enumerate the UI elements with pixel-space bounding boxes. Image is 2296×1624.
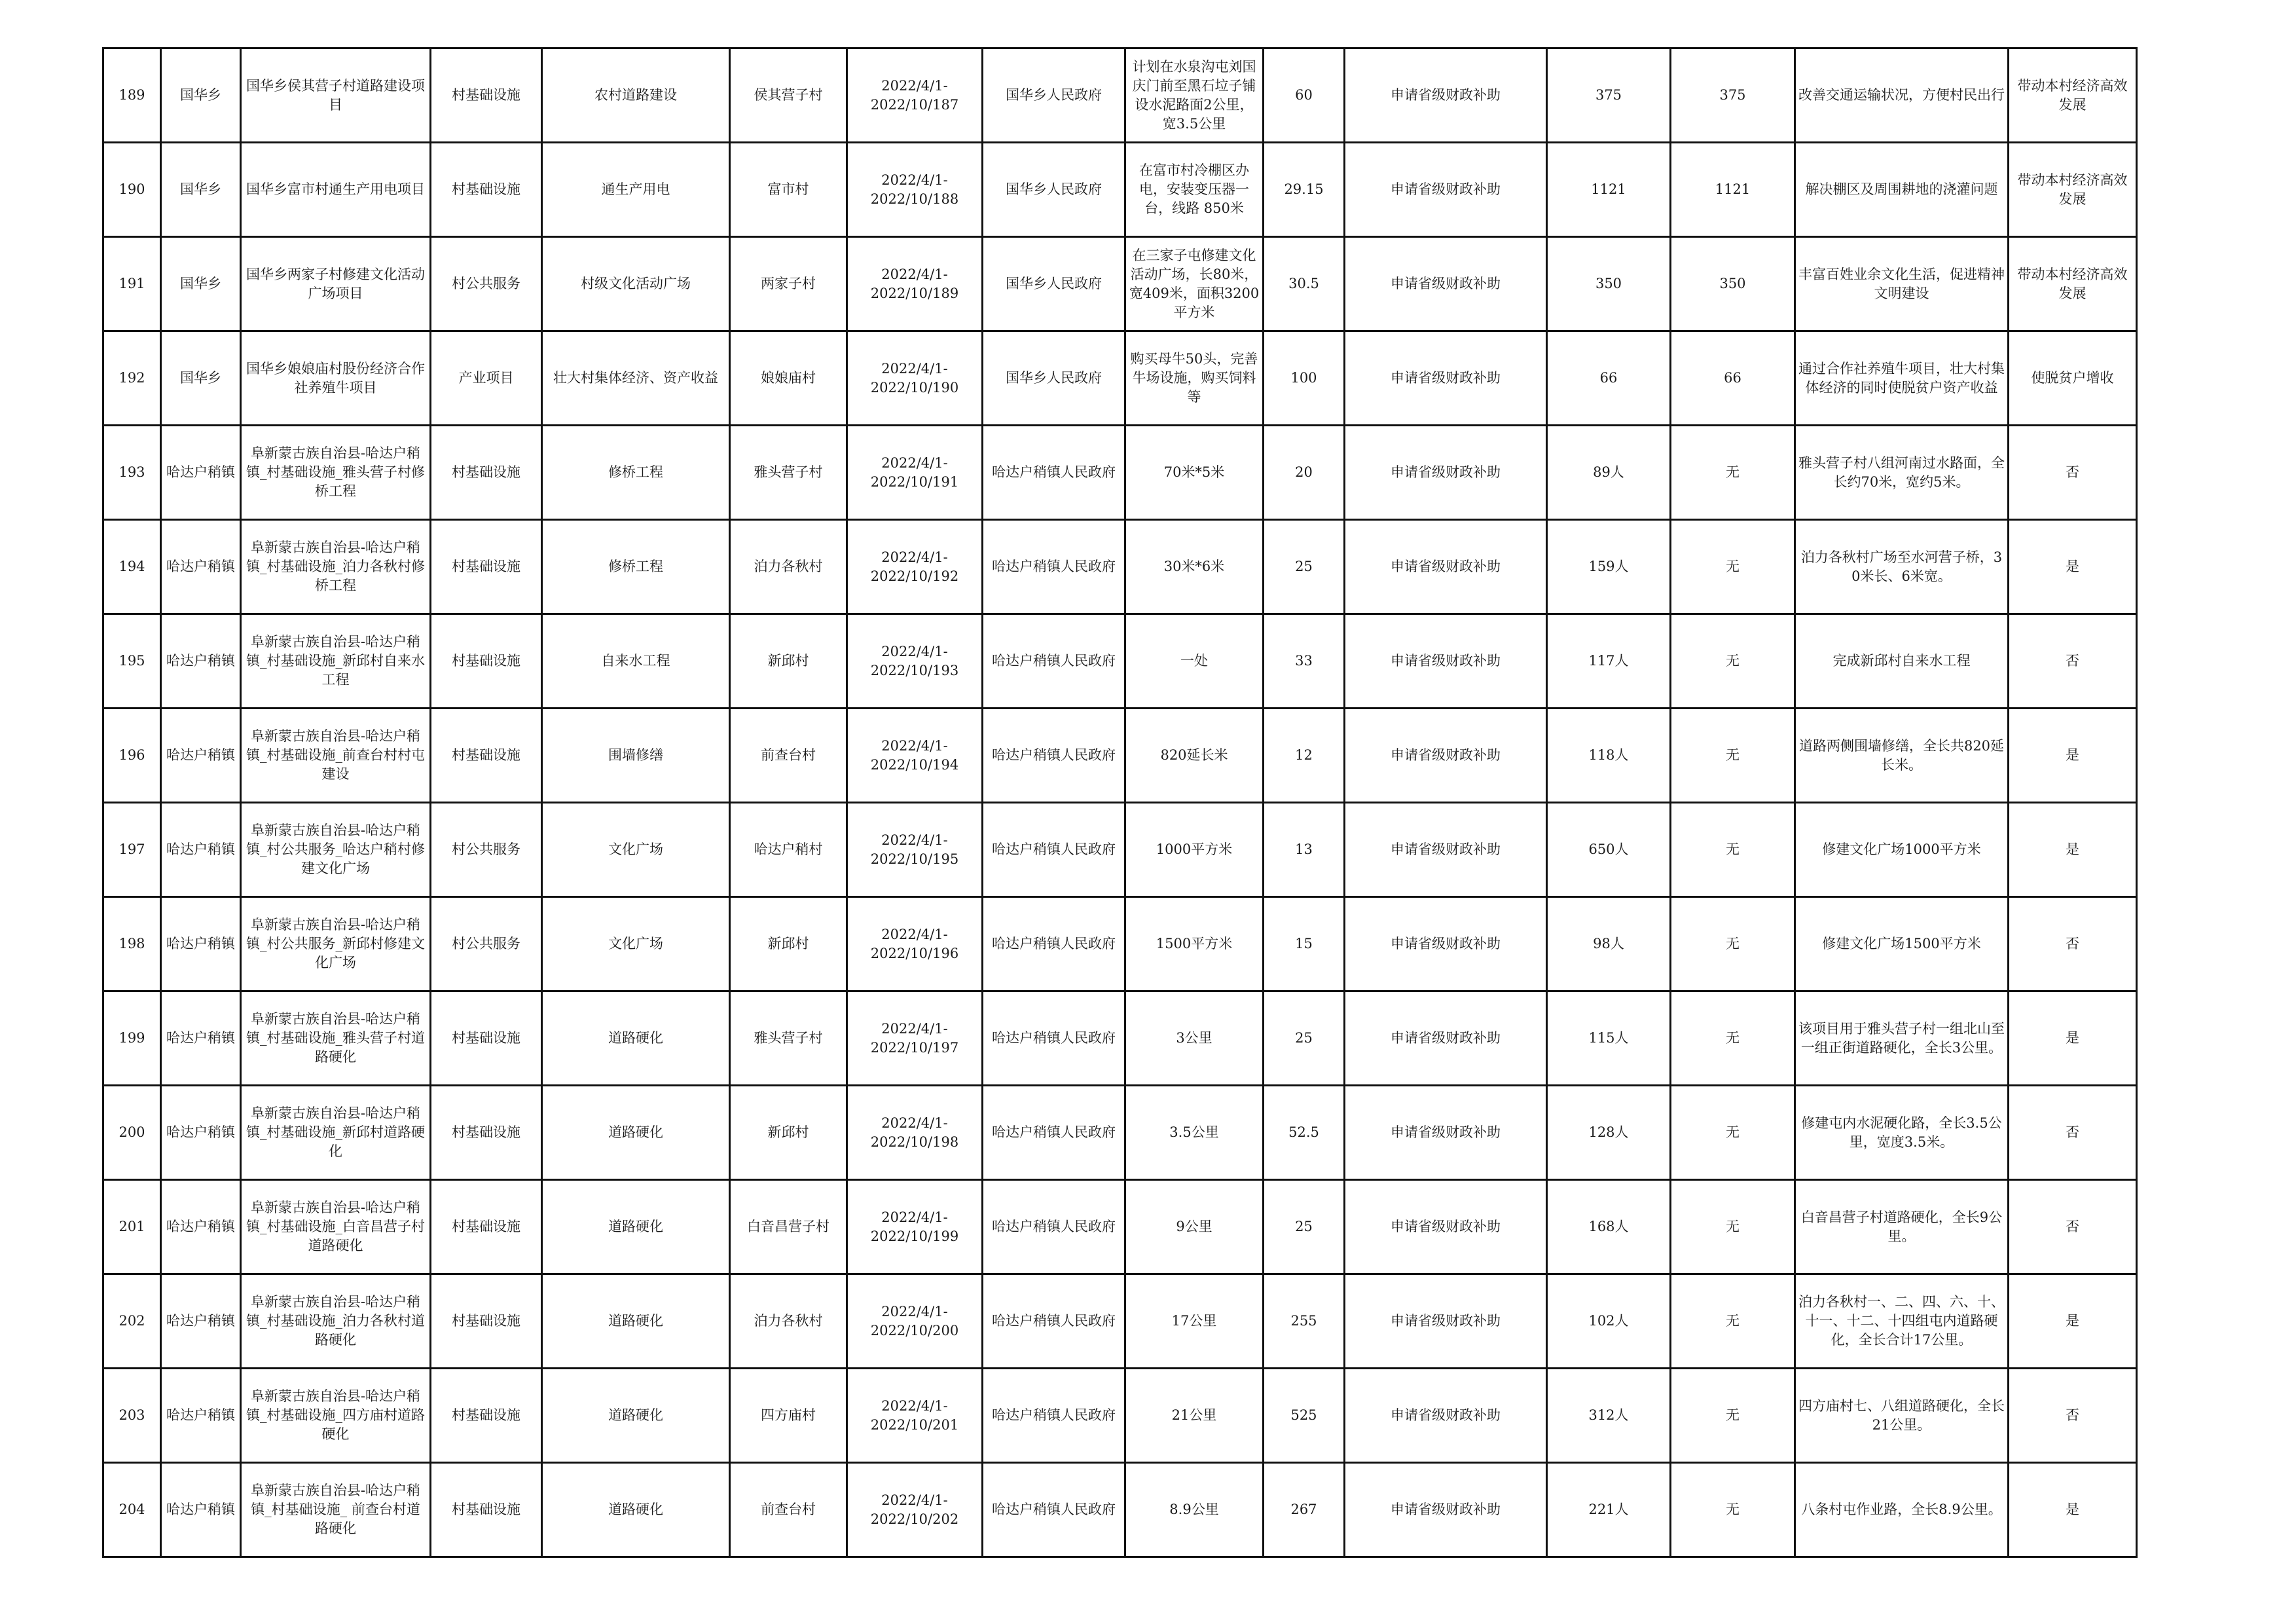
fund-source-cell: 申请省级财政补助 [1345, 614, 1547, 709]
village-cell: 富市村 [730, 143, 847, 237]
category-cell: 产业项目 [431, 331, 542, 426]
effect-cell: 泊力各秋村广场至水河营子桥，30米长、6米宽。 [1795, 520, 2009, 614]
poor-beneficiaries-cell: 无 [1671, 991, 1795, 1086]
category-cell: 村基础设施 [431, 1463, 542, 1557]
fund-cell: 25 [1264, 520, 1345, 614]
town-cell: 哈达户稍镇 [161, 897, 241, 991]
beneficiaries-cell: 118人 [1547, 709, 1671, 803]
town-cell: 哈达户稍镇 [161, 1180, 241, 1274]
row-number: 200 [103, 1086, 161, 1180]
category-cell: 村基础设施 [431, 614, 542, 709]
project-name-cell: 国华乡两家子村修建文化活动广场项目 [241, 237, 431, 331]
fund-cell: 25 [1264, 991, 1345, 1086]
period-cell: 2022/4/1- 2022/10/196 [847, 897, 983, 991]
category-cell: 村基础设施 [431, 1086, 542, 1180]
period-cell: 2022/4/1- 2022/10/199 [847, 1180, 983, 1274]
subtype-cell: 文化广场 [542, 803, 730, 897]
table-row [103, 897, 2137, 991]
subtype-cell: 修桥工程 [542, 520, 730, 614]
effect-cell: 白音昌营子村道路硬化，全长9公里。 [1795, 1180, 2009, 1274]
category-cell: 村基础设施 [431, 1369, 542, 1463]
effect-cell: 道路两侧围墙修缮，全长共820延长米。 [1795, 709, 2009, 803]
effect-cell: 丰富百姓业余文化生活，促进精神文明建设 [1795, 237, 2009, 331]
subtype-cell: 自来水工程 [542, 614, 730, 709]
mechanism-cell: 是 [2009, 520, 2137, 614]
project-name-cell: 阜新蒙古族自治县-哈达户稍镇_村基础设施_ 前查台村道路硬化 [241, 1463, 431, 1557]
category-cell: 村公共服务 [431, 803, 542, 897]
responsible-unit-cell: 国华乡人民政府 [983, 237, 1125, 331]
content-cell: 3公里 [1125, 991, 1264, 1086]
row-number: 190 [103, 143, 161, 237]
effect-cell: 通过合作社养殖牛项目，壮大村集体经济的同时使脱贫户资产收益 [1795, 331, 2009, 426]
town-cell: 国华乡 [161, 48, 241, 143]
content-cell: 8.9公里 [1125, 1463, 1264, 1557]
category-cell: 村基础设施 [431, 426, 542, 520]
period-cell: 2022/4/1- 2022/10/195 [847, 803, 983, 897]
mechanism-cell: 否 [2009, 426, 2137, 520]
content-cell: 820延长米 [1125, 709, 1264, 803]
effect-cell: 四方庙村七、八组道路硬化，全长21公里。 [1795, 1369, 2009, 1463]
fund-source-cell: 申请省级财政补助 [1345, 48, 1547, 143]
fund-source-cell: 申请省级财政补助 [1345, 143, 1547, 237]
table-row [103, 48, 2137, 143]
period-cell: 2022/4/1- 2022/10/198 [847, 1086, 983, 1180]
fund-source-cell: 申请省级财政补助 [1345, 1274, 1547, 1369]
subtype-cell: 道路硬化 [542, 1463, 730, 1557]
period-cell: 2022/4/1- 2022/10/197 [847, 991, 983, 1086]
mechanism-cell: 是 [2009, 991, 2137, 1086]
town-cell: 哈达户稍镇 [161, 520, 241, 614]
category-cell: 村基础设施 [431, 520, 542, 614]
fund-source-cell: 申请省级财政补助 [1345, 897, 1547, 991]
period-cell: 2022/4/1- 2022/10/200 [847, 1274, 983, 1369]
table-row [103, 520, 2137, 614]
poor-beneficiaries-cell: 无 [1671, 897, 1795, 991]
table-row [103, 1274, 2137, 1369]
project-name-cell: 阜新蒙古族自治县-哈达户稍镇_村基础设施_四方庙村道路硬化 [241, 1369, 431, 1463]
fund-cell: 525 [1264, 1369, 1345, 1463]
town-cell: 哈达户稍镇 [161, 803, 241, 897]
poor-beneficiaries-cell: 无 [1671, 1086, 1795, 1180]
village-cell: 泊力各秋村 [730, 1274, 847, 1369]
town-cell: 哈达户稍镇 [161, 1369, 241, 1463]
mechanism-cell: 是 [2009, 803, 2137, 897]
responsible-unit-cell: 哈达户稍镇人民政府 [983, 1463, 1125, 1557]
mechanism-cell: 否 [2009, 1369, 2137, 1463]
village-cell: 四方庙村 [730, 1369, 847, 1463]
town-cell: 国华乡 [161, 237, 241, 331]
content-cell: 21公里 [1125, 1369, 1264, 1463]
town-cell: 哈达户稍镇 [161, 1086, 241, 1180]
beneficiaries-cell: 350 [1547, 237, 1671, 331]
content-cell: 17公里 [1125, 1274, 1264, 1369]
village-cell: 侯其营子村 [730, 48, 847, 143]
fund-source-cell: 申请省级财政补助 [1345, 331, 1547, 426]
responsible-unit-cell: 哈达户稍镇人民政府 [983, 520, 1125, 614]
project-name-cell: 国华乡侯其营子村道路建设项目 [241, 48, 431, 143]
poor-beneficiaries-cell: 无 [1671, 1180, 1795, 1274]
mechanism-cell: 是 [2009, 1274, 2137, 1369]
mechanism-cell: 否 [2009, 1086, 2137, 1180]
town-cell: 哈达户稍镇 [161, 1463, 241, 1557]
responsible-unit-cell: 哈达户稍镇人民政府 [983, 1274, 1125, 1369]
village-cell: 两家子村 [730, 237, 847, 331]
category-cell: 村基础设施 [431, 991, 542, 1086]
project-name-cell: 阜新蒙古族自治县-哈达户稍镇_村基础设施_白音昌营子村道路硬化 [241, 1180, 431, 1274]
responsible-unit-cell: 哈达户稍镇人民政府 [983, 803, 1125, 897]
fund-source-cell: 申请省级财政补助 [1345, 237, 1547, 331]
village-cell: 白音昌营子村 [730, 1180, 847, 1274]
beneficiaries-cell: 89人 [1547, 426, 1671, 520]
project-name-cell: 阜新蒙古族自治县-哈达户稍镇_村基础设施_泊力各秋村修桥工程 [241, 520, 431, 614]
beneficiaries-cell: 128人 [1547, 1086, 1671, 1180]
content-cell: 30米*6米 [1125, 520, 1264, 614]
table-row [103, 991, 2137, 1086]
village-cell: 泊力各秋村 [730, 520, 847, 614]
effect-cell: 修建文化广场1500平方米 [1795, 897, 2009, 991]
beneficiaries-cell: 221人 [1547, 1463, 1671, 1557]
village-cell: 新邱村 [730, 897, 847, 991]
poor-beneficiaries-cell: 无 [1671, 520, 1795, 614]
period-cell: 2022/4/1- 2022/10/192 [847, 520, 983, 614]
beneficiaries-cell: 115人 [1547, 991, 1671, 1086]
effect-cell: 改善交通运输状况，方便村民出行 [1795, 48, 2009, 143]
town-cell: 哈达户稍镇 [161, 991, 241, 1086]
effect-cell: 雅头营子村八组河南过水路面，全长约70米，宽约5米。 [1795, 426, 2009, 520]
fund-cell: 52.5 [1264, 1086, 1345, 1180]
poor-beneficiaries-cell: 1121 [1671, 143, 1795, 237]
fund-cell: 20 [1264, 426, 1345, 520]
table-row [103, 237, 2137, 331]
fund-source-cell: 申请省级财政补助 [1345, 1086, 1547, 1180]
mechanism-cell: 是 [2009, 1463, 2137, 1557]
beneficiaries-cell: 312人 [1547, 1369, 1671, 1463]
project-name-cell: 阜新蒙古族自治县-哈达户稍镇_村基础设施_新邱村道路硬化 [241, 1086, 431, 1180]
subtype-cell: 道路硬化 [542, 1369, 730, 1463]
fund-source-cell: 申请省级财政补助 [1345, 803, 1547, 897]
content-cell: 一处 [1125, 614, 1264, 709]
poor-beneficiaries-cell: 无 [1671, 1369, 1795, 1463]
fund-cell: 255 [1264, 1274, 1345, 1369]
period-cell: 2022/4/1- 2022/10/190 [847, 331, 983, 426]
row-number: 197 [103, 803, 161, 897]
period-cell: 2022/4/1- 2022/10/187 [847, 48, 983, 143]
town-cell: 哈达户稍镇 [161, 1274, 241, 1369]
category-cell: 村公共服务 [431, 897, 542, 991]
fund-cell: 100 [1264, 331, 1345, 426]
poor-beneficiaries-cell: 无 [1671, 1463, 1795, 1557]
village-cell: 前查台村 [730, 1463, 847, 1557]
content-cell: 在富市村冷棚区办电，安装变压器一台，线路 850米 [1125, 143, 1264, 237]
effect-cell: 修建文化广场1000平方米 [1795, 803, 2009, 897]
fund-source-cell: 申请省级财政补助 [1345, 1369, 1547, 1463]
subtype-cell: 道路硬化 [542, 1180, 730, 1274]
responsible-unit-cell: 哈达户稍镇人民政府 [983, 1086, 1125, 1180]
beneficiaries-cell: 375 [1547, 48, 1671, 143]
subtype-cell: 道路硬化 [542, 1086, 730, 1180]
table-row [103, 709, 2137, 803]
responsible-unit-cell: 国华乡人民政府 [983, 48, 1125, 143]
village-cell: 新邱村 [730, 1086, 847, 1180]
row-number: 193 [103, 426, 161, 520]
beneficiaries-cell: 168人 [1547, 1180, 1671, 1274]
mechanism-cell: 否 [2009, 614, 2137, 709]
responsible-unit-cell: 哈达户稍镇人民政府 [983, 1369, 1125, 1463]
row-number: 199 [103, 991, 161, 1086]
beneficiaries-cell: 1121 [1547, 143, 1671, 237]
period-cell: 2022/4/1- 2022/10/188 [847, 143, 983, 237]
mechanism-cell: 否 [2009, 1180, 2137, 1274]
content-cell: 70米*5米 [1125, 426, 1264, 520]
fund-cell: 267 [1264, 1463, 1345, 1557]
category-cell: 村公共服务 [431, 237, 542, 331]
responsible-unit-cell: 哈达户稍镇人民政府 [983, 1180, 1125, 1274]
table-body [103, 48, 2137, 1557]
effect-cell: 完成新邱村自来水工程 [1795, 614, 2009, 709]
fund-cell: 60 [1264, 48, 1345, 143]
period-cell: 2022/4/1- 2022/10/191 [847, 426, 983, 520]
beneficiaries-cell: 66 [1547, 331, 1671, 426]
project-name-cell: 国华乡富市村通生产用电项目 [241, 143, 431, 237]
mechanism-cell: 带动本村经济高效发展 [2009, 237, 2137, 331]
project-name-cell: 阜新蒙古族自治县-哈达户稍镇_村公共服务_新邱村修建文化广场 [241, 897, 431, 991]
category-cell: 村基础设施 [431, 709, 542, 803]
poor-beneficiaries-cell: 375 [1671, 48, 1795, 143]
period-cell: 2022/4/1- 2022/10/189 [847, 237, 983, 331]
poor-beneficiaries-cell: 350 [1671, 237, 1795, 331]
content-cell: 计划在水泉沟屯刘国庆门前至黑石垃子铺设水泥路面2公里，宽3.5公里 [1125, 48, 1264, 143]
row-number: 194 [103, 520, 161, 614]
row-number: 204 [103, 1463, 161, 1557]
project-name-cell: 阜新蒙古族自治县-哈达户稍镇_村基础设施_雅头营子村道路硬化 [241, 991, 431, 1086]
subtype-cell: 修桥工程 [542, 426, 730, 520]
mechanism-cell: 否 [2009, 897, 2137, 991]
table-row [103, 426, 2137, 520]
beneficiaries-cell: 117人 [1547, 614, 1671, 709]
project-name-cell: 阜新蒙古族自治县-哈达户稍镇_村公共服务_哈达户稍村修建文化广场 [241, 803, 431, 897]
fund-cell: 12 [1264, 709, 1345, 803]
row-number: 203 [103, 1369, 161, 1463]
fund-source-cell: 申请省级财政补助 [1345, 991, 1547, 1086]
village-cell: 新邱村 [730, 614, 847, 709]
village-cell: 前查台村 [730, 709, 847, 803]
effect-cell: 修建屯内水泥硬化路，全长3.5公里，宽度3.5米。 [1795, 1086, 2009, 1180]
table-row [103, 1086, 2137, 1180]
poor-beneficiaries-cell: 无 [1671, 426, 1795, 520]
fund-cell: 15 [1264, 897, 1345, 991]
town-cell: 哈达户稍镇 [161, 614, 241, 709]
mechanism-cell: 是 [2009, 709, 2137, 803]
period-cell: 2022/4/1- 2022/10/193 [847, 614, 983, 709]
village-cell: 雅头营子村 [730, 991, 847, 1086]
responsible-unit-cell: 哈达户稍镇人民政府 [983, 991, 1125, 1086]
village-cell: 哈达户稍村 [730, 803, 847, 897]
project-name-cell: 阜新蒙古族自治县-哈达户稍镇_村基础设施_泊力各秋村道路硬化 [241, 1274, 431, 1369]
period-cell: 2022/4/1- 2022/10/202 [847, 1463, 983, 1557]
row-number: 201 [103, 1180, 161, 1274]
project-name-cell: 国华乡娘娘庙村股份经济合作社养殖牛项目 [241, 331, 431, 426]
subtype-cell: 道路硬化 [542, 1274, 730, 1369]
fund-cell: 30.5 [1264, 237, 1345, 331]
row-number: 196 [103, 709, 161, 803]
category-cell: 村基础设施 [431, 143, 542, 237]
table-row [103, 1463, 2137, 1557]
fund-source-cell: 申请省级财政补助 [1345, 709, 1547, 803]
beneficiaries-cell: 650人 [1547, 803, 1671, 897]
fund-source-cell: 申请省级财政补助 [1345, 520, 1547, 614]
fund-source-cell: 申请省级财政补助 [1345, 1463, 1547, 1557]
subtype-cell: 文化广场 [542, 897, 730, 991]
row-number: 191 [103, 237, 161, 331]
responsible-unit-cell: 哈达户稍镇人民政府 [983, 614, 1125, 709]
responsible-unit-cell: 哈达户稍镇人民政府 [983, 426, 1125, 520]
table-row [103, 1369, 2137, 1463]
beneficiaries-cell: 102人 [1547, 1274, 1671, 1369]
subtype-cell: 壮大村集体经济、资产收益 [542, 331, 730, 426]
village-cell: 雅头营子村 [730, 426, 847, 520]
poor-beneficiaries-cell: 无 [1671, 614, 1795, 709]
content-cell: 在三家子屯修建文化活动广场，长80米，宽409米，面积3200平方米 [1125, 237, 1264, 331]
project-name-cell: 阜新蒙古族自治县-哈达户稍镇_村基础设施_新邱村自来水工程 [241, 614, 431, 709]
table-row [103, 1180, 2137, 1274]
table-row [103, 614, 2137, 709]
project-table [102, 47, 2138, 1558]
subtype-cell: 通生产用电 [542, 143, 730, 237]
project-name-cell: 阜新蒙古族自治县-哈达户稍镇_村基础设施_前查台村村屯建设 [241, 709, 431, 803]
fund-cell: 13 [1264, 803, 1345, 897]
category-cell: 村基础设施 [431, 1274, 542, 1369]
content-cell: 1500平方米 [1125, 897, 1264, 991]
responsible-unit-cell: 哈达户稍镇人民政府 [983, 709, 1125, 803]
subtype-cell: 道路硬化 [542, 991, 730, 1086]
content-cell: 9公里 [1125, 1180, 1264, 1274]
effect-cell: 八条村屯作业路，全长8.9公里。 [1795, 1463, 2009, 1557]
mechanism-cell: 使脱贫户增收 [2009, 331, 2137, 426]
responsible-unit-cell: 国华乡人民政府 [983, 143, 1125, 237]
fund-cell: 33 [1264, 614, 1345, 709]
table-row [103, 803, 2137, 897]
content-cell: 3.5公里 [1125, 1086, 1264, 1180]
mechanism-cell: 带动本村经济高效发展 [2009, 143, 2137, 237]
effect-cell: 该项目用于雅头营子村一组北山至一组正街道路硬化，全长3公里。 [1795, 991, 2009, 1086]
responsible-unit-cell: 国华乡人民政府 [983, 331, 1125, 426]
fund-source-cell: 申请省级财政补助 [1345, 1180, 1547, 1274]
poor-beneficiaries-cell: 无 [1671, 1274, 1795, 1369]
village-cell: 娘娘庙村 [730, 331, 847, 426]
content-cell: 购买母牛50头，完善牛场设施，购买饲料等 [1125, 331, 1264, 426]
subtype-cell: 村级文化活动广场 [542, 237, 730, 331]
row-number: 202 [103, 1274, 161, 1369]
row-number: 198 [103, 897, 161, 991]
beneficiaries-cell: 98人 [1547, 897, 1671, 991]
period-cell: 2022/4/1- 2022/10/194 [847, 709, 983, 803]
category-cell: 村基础设施 [431, 1180, 542, 1274]
subtype-cell: 农村道路建设 [542, 48, 730, 143]
town-cell: 国华乡 [161, 143, 241, 237]
effect-cell: 解决棚区及周围耕地的浇灌问题 [1795, 143, 2009, 237]
responsible-unit-cell: 哈达户稍镇人民政府 [983, 897, 1125, 991]
project-name-cell: 阜新蒙古族自治县-哈达户稍镇_村基础设施_雅头营子村修桥工程 [241, 426, 431, 520]
town-cell: 哈达户稍镇 [161, 426, 241, 520]
fund-source-cell: 申请省级财政补助 [1345, 426, 1547, 520]
fund-cell: 25 [1264, 1180, 1345, 1274]
period-cell: 2022/4/1- 2022/10/201 [847, 1369, 983, 1463]
poor-beneficiaries-cell: 无 [1671, 803, 1795, 897]
town-cell: 国华乡 [161, 331, 241, 426]
fund-cell: 29.15 [1264, 143, 1345, 237]
content-cell: 1000平方米 [1125, 803, 1264, 897]
table-row [103, 143, 2137, 237]
mechanism-cell: 带动本村经济高效发展 [2009, 48, 2137, 143]
poor-beneficiaries-cell: 无 [1671, 709, 1795, 803]
town-cell: 哈达户稍镇 [161, 709, 241, 803]
table-row [103, 331, 2137, 426]
poor-beneficiaries-cell: 66 [1671, 331, 1795, 426]
effect-cell: 泊力各秋村一、二、四、六、十、十一、十二、十四组屯内道路硬化，全长合计17公里。 [1795, 1274, 2009, 1369]
row-number: 195 [103, 614, 161, 709]
subtype-cell: 围墙修缮 [542, 709, 730, 803]
row-number: 189 [103, 48, 161, 143]
beneficiaries-cell: 159人 [1547, 520, 1671, 614]
category-cell: 村基础设施 [431, 48, 542, 143]
row-number: 192 [103, 331, 161, 426]
